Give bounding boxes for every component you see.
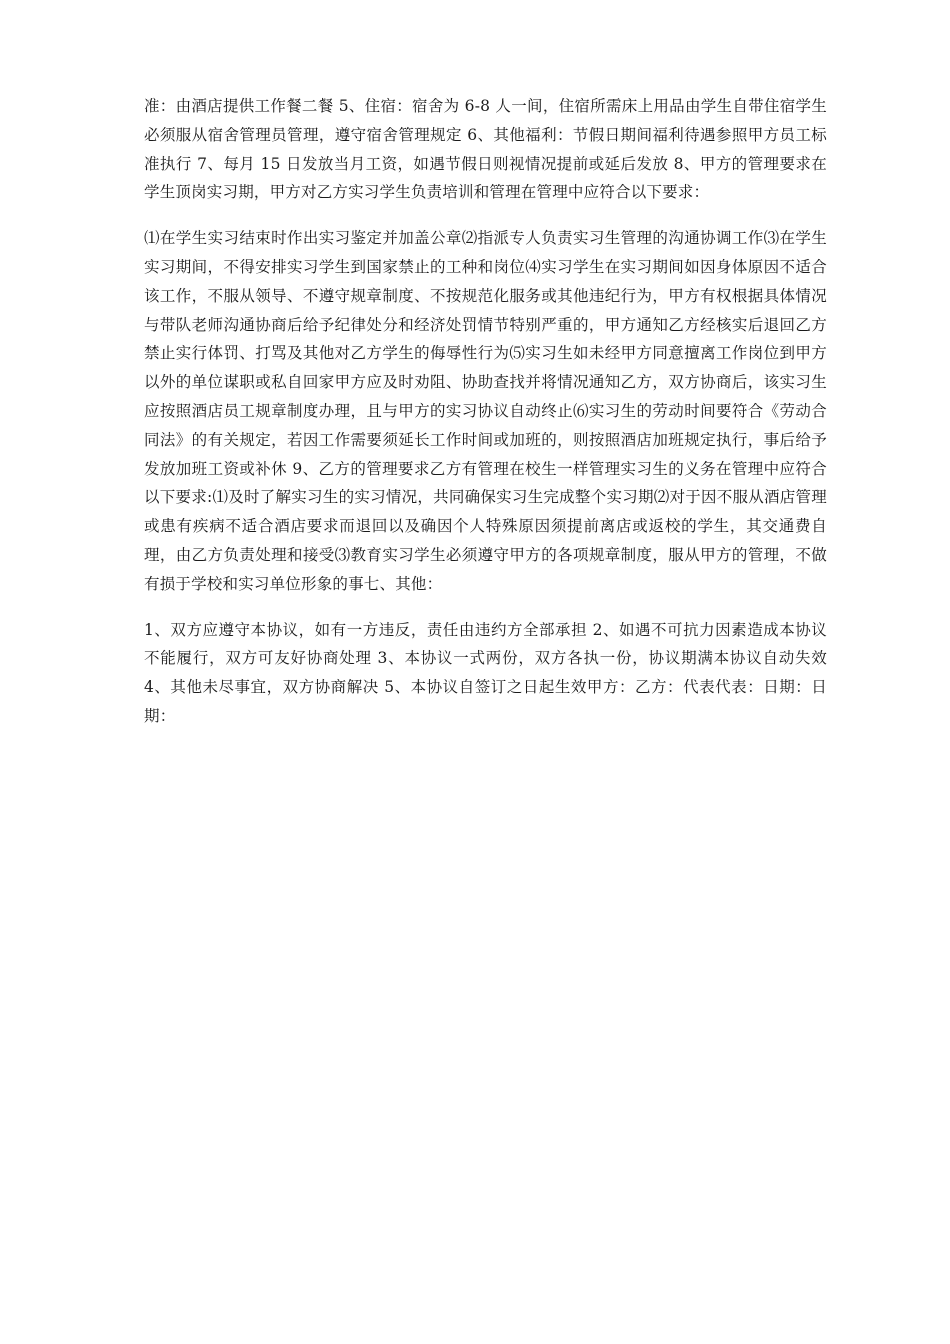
paragraph-accommodation-and-requirements: 准：由酒店提供工作餐二餐 5、住宿：宿舍为 6-8 人一间，住宿所需床上用品由学生自带住宿学生必须服从宿舍管理员管理，遵守宿舍管理规定 6、其他福利：节假日期间福利待遇参照甲方员工标准执行 7、每月 15 日发放当月工资，如遇节假日则视情况提前或延后发放 8、甲方的管理要求在学生顶岗实习期，甲方对乙方实习学生负责培训和管理在管理中应符合以下要求： <box>144 97 827 202</box>
document-body <box>144 92 827 748</box>
paragraph-management-rules: ⑴在学生实习结束时作出实习鉴定并加盖公章⑵指派专人负责实习生管理的沟通协调工作⑶在学生实习期间，不得安排实习学生到国家禁止的工种和岗位⑷实习学生在实习期间如因身体原因不适合该工作，不服从领导、不遵守规章制度、不按规范化服务或其他违纪行为，甲方有权根据具体情况与带队老师沟通协商后给予纪律处分和经济处罚情节特别严重的，甲方通知乙方经核实后退回乙方禁止实行体罚、打骂及其他对乙方学生的侮辱性行为⑸实习生如未经甲方同意擅离工作岗位到甲方以外的单位谋职或私自回家甲方应及时劝阻、协助查找并将情况通知乙方，双方协商后，该实习生应按照酒店员工规章制度办理，且与甲方的实习协议自动终止⑹实习生的劳动时间要符合《劳动合同法》的有关规定，若因工作需要须延长工作时间或加班的，则按照酒店加班规定执行，事后给予发放加班工资或补休 9、乙方的管理要求乙方有管理在校生一样管理实习生的义务在管理中应符合以下要求:⑴及时了解实习生的实习情况，共同确保实习生完成整个实习期⑵对于因不服从酒店管理或患有疾病不适合酒店要求而退回以及确因个人特殊原因须提前离店或返校的学生，其交通费自理，由乙方负责处理和接受⑶教育实习学生必须遵守甲方的各项规章制度，服从甲方的管理，不做有损于学校和实习单位形象的事七、其他： <box>144 229 827 593</box>
paragraph-other-terms-and-signatures: 1、双方应遵守本协议，如有一方违反，责任由违约方全部承担 2、如遇不可抗力因素造成本协议不能履行，双方可友好协商处理 3、本协议一式两份，双方各执一份，协议期满本协议自动失效 4、其他未尽事宜，双方协商解决 5、本协议自签订之日起生效甲方：乙方：代表代表：日期：日期： <box>144 620 827 725</box>
